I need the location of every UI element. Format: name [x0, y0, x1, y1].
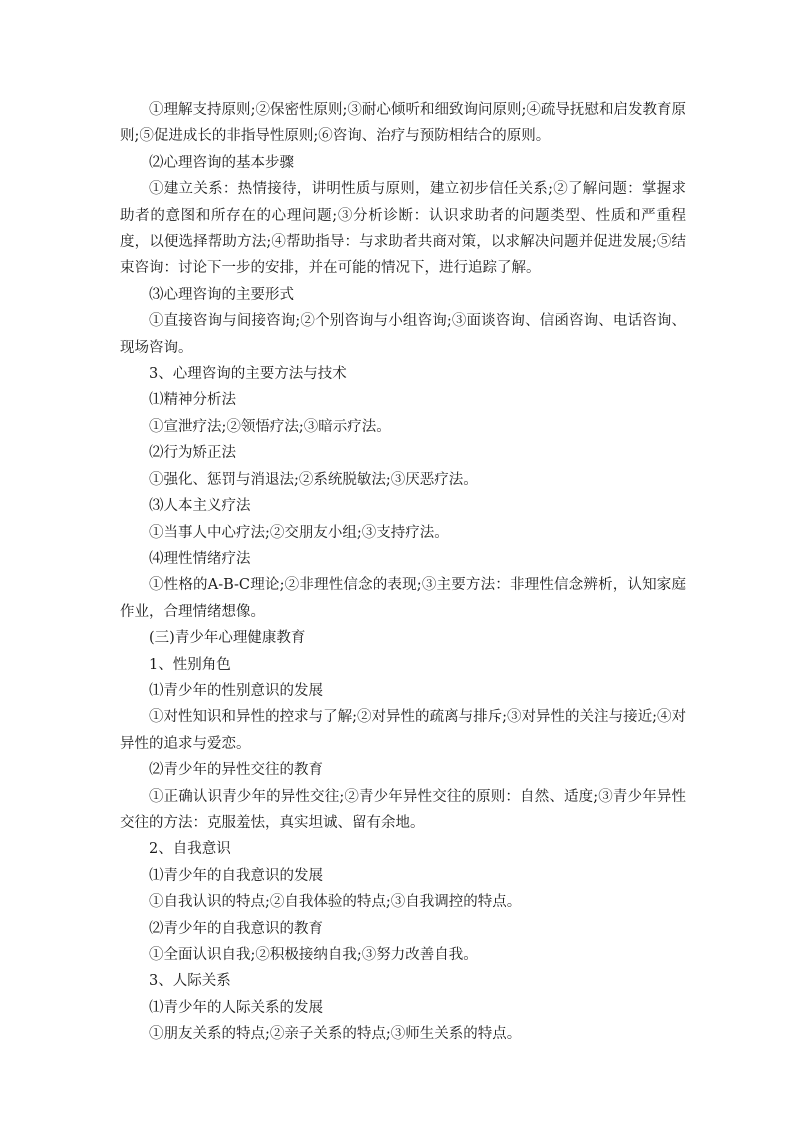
heading-gender-role: 1、性别角色 — [149, 656, 231, 673]
paragraph-interpersonal-development: ①朋友关系的特点;②亲子关系的特点;③师生关系的特点。 — [149, 1026, 522, 1043]
paragraph-opposite-sex-education: ①正确认识青少年的异性交往;②青少年异性交往的原则：自然、适度;③青少年异性交往的方法：克服羞怯，真实坦诚、留有余地。 — [120, 788, 686, 831]
heading-behavior-correction: ⑵行为矫正法 — [149, 445, 236, 462]
heading-self-awareness-education: ⑵青少年的自我意识的教育 — [149, 920, 323, 937]
heading-interpersonal-development: ⑴青少年的人际关系的发展 — [149, 999, 323, 1016]
paragraph-psychoanalysis: ①宣泄疗法;②领悟疗法;③暗示疗法。 — [149, 418, 391, 435]
paragraph-counseling-steps: ①建立关系：热情接待，讲明性质与原则，建立初步信任关系;②了解问题：掌握求助者的意图和所存在的心理问题;③分析诊断：认识求助者的问题类型、性质和严重程度，以便选择帮助方法;④帮助指导：与求助者共商对策，以求解决问题并促进发展;⑤结束咨询：讨论下一步的安排，并在可能的情况下，进行追踪了解。 — [120, 181, 686, 277]
heading-gender-awareness: ⑴青少年的性别意识的发展 — [149, 682, 323, 699]
heading-methods-techniques: 3、心理咨询的主要方法与技术 — [149, 366, 347, 383]
heading-adolescent-mental-health: (三)青少年心理健康教育 — [149, 630, 306, 647]
paragraph-behavior-correction: ①强化、惩罚与消退法;②系统脱敏法;③厌恶疗法。 — [149, 471, 478, 488]
paragraph-gender-awareness: ①对性知识和异性的控求与了解;②对异性的疏离与排斥;③对异性的关注与接近;④对异性的追求与爱恋。 — [120, 709, 686, 752]
heading-psychoanalysis: ⑴精神分析法 — [149, 392, 236, 409]
paragraph-self-awareness-development: ①自我认识的特点;②自我体验的特点;③自我调控的特点。 — [149, 894, 522, 911]
paragraph-counseling-principles: ①理解支持原则;②保密性原则;③耐心倾听和细致询问原则;④疏导抚慰和启发教育原则;⑤促进成长的非指导性原则;⑥咨询、治疗与预防相结合的原则。 — [120, 102, 686, 145]
heading-interpersonal-relations: 3、人际关系 — [149, 973, 231, 990]
paragraph-rational-emotive-therapy: ①性格的A-B-C理论;②非理性信念的表现;③主要方法：非理性信念辨析，认知家庭作业，合理情绪想像。 — [120, 577, 686, 620]
heading-opposite-sex-education: ⑵青少年的异性交往的教育 — [149, 762, 323, 779]
heading-rational-emotive-therapy: ⑷理性情绪疗法 — [149, 550, 251, 567]
paragraph-humanistic-therapy: ①当事人中心疗法;②交朋友小组;③支持疗法。 — [149, 524, 449, 541]
heading-humanistic-therapy: ⑶人本主义疗法 — [149, 498, 251, 515]
heading-counseling-forms: ⑶心理咨询的主要形式 — [149, 286, 294, 303]
heading-self-awareness: 2、自我意识 — [149, 841, 231, 858]
heading-counseling-steps: ⑵心理咨询的基本步骤 — [149, 154, 294, 171]
paragraph-self-awareness-education: ①全面认识自我;②积极接纳自我;③努力改善自我。 — [149, 947, 478, 963]
document-body — [120, 97, 686, 1048]
heading-self-awareness-development: ⑴青少年的自我意识的发展 — [149, 867, 323, 884]
paragraph-counseling-forms: ①直接咨询与间接咨询;②个别咨询与小组咨询;③面谈咨询、信函咨询、电话咨询、现场咨询。 — [120, 313, 686, 356]
